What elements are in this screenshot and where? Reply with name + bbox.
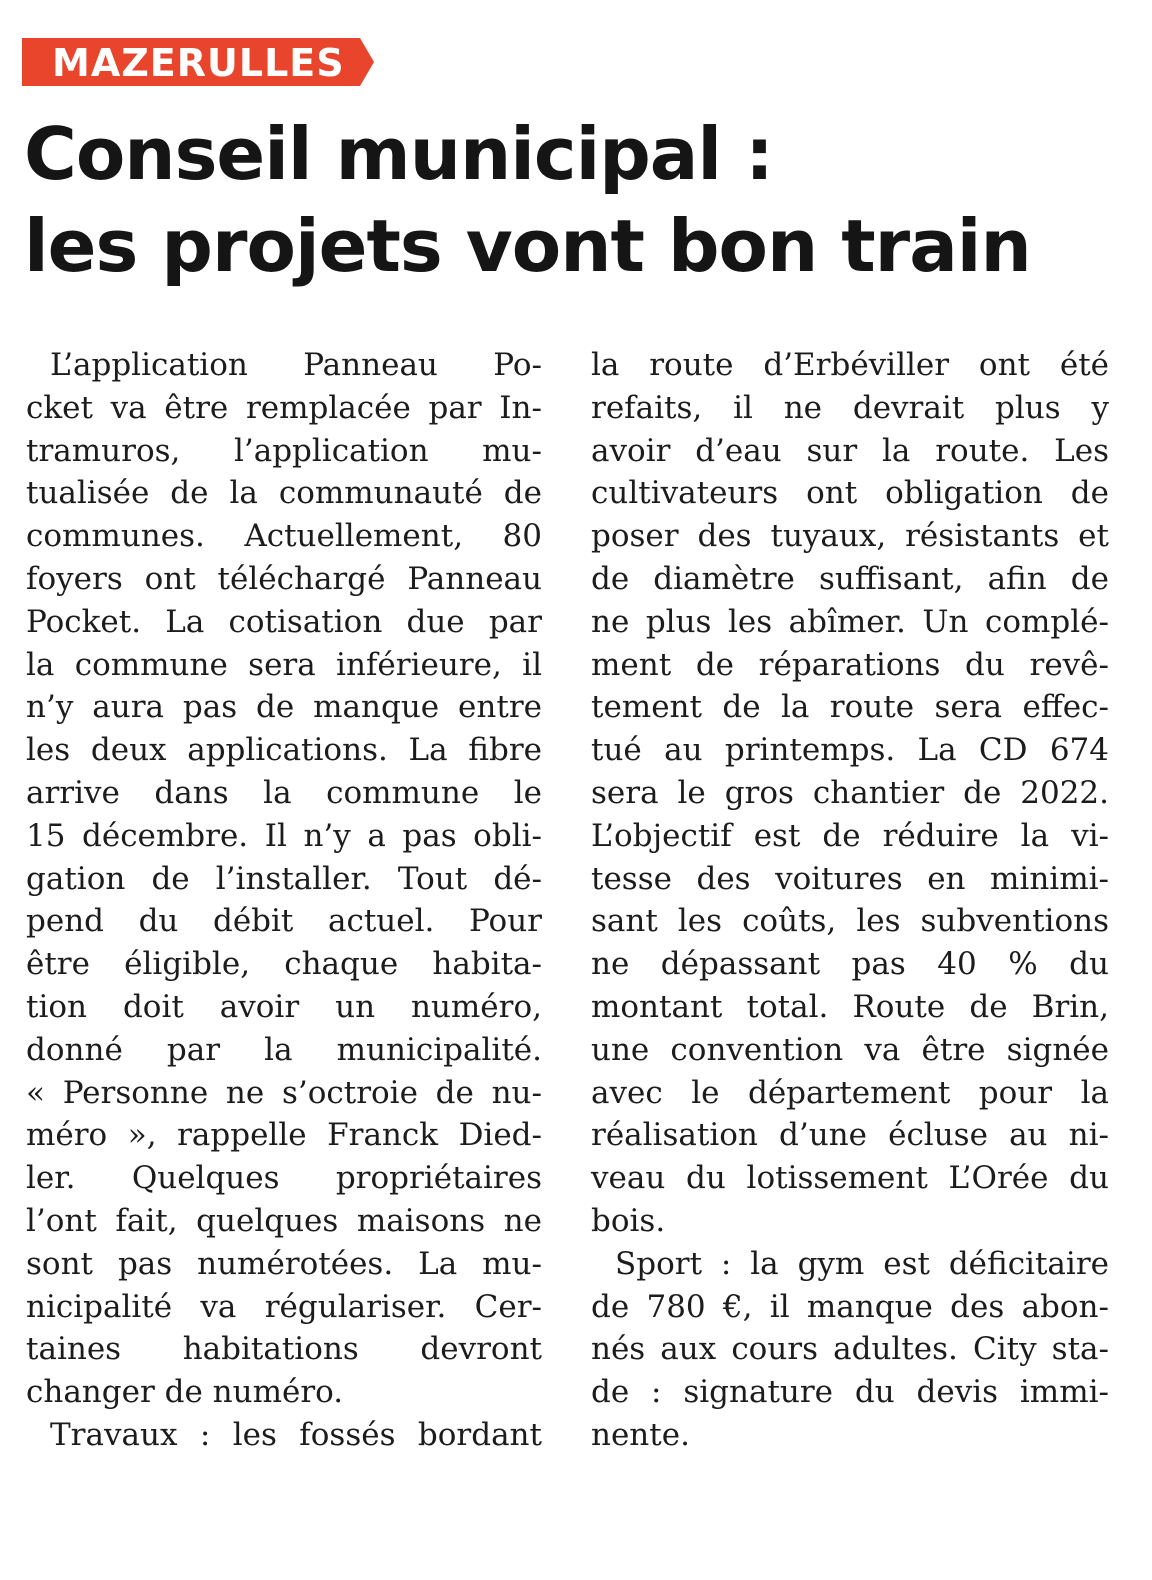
text-line: tesse des voitures en minimi-	[591, 860, 1109, 897]
text-line: gation de l’installer. Tout dé-	[26, 860, 542, 897]
text-line: tué au printemps. La CD 674	[591, 732, 1109, 769]
text-line: montant total. Route de Brin,	[591, 988, 1109, 1025]
text-line: ment de réparations du revê-	[591, 646, 1109, 683]
text-line: donné par la municipalité.	[26, 1031, 542, 1068]
text-line: Sport : la gym est déficitaire	[615, 1245, 1109, 1282]
text-line: bois.	[591, 1202, 666, 1239]
article-column-left	[26, 344, 542, 1457]
section-kicker	[22, 38, 374, 86]
text-line: la commune sera inférieure, il	[26, 646, 542, 683]
text-line: nés aux cours adultes. City sta-	[591, 1331, 1109, 1368]
text-line: arrive dans la commune le	[26, 774, 542, 811]
text-line: nente.	[591, 1416, 690, 1453]
text-line: communes. Actuellement, 80	[26, 518, 542, 555]
text-line: réalisation d’une écluse au ni-	[591, 1117, 1109, 1154]
text-line: de 780 €, il manque des abon-	[591, 1288, 1109, 1325]
text-line: sera le gros chantier de 2022.	[591, 774, 1109, 811]
headline-line-2: les projets vont bon train	[24, 204, 1031, 288]
text-line: ne plus les abîmer. Un complé-	[591, 603, 1109, 640]
article-column-right	[591, 344, 1109, 1457]
kicker-label: MAZERULLES	[52, 41, 345, 85]
headline	[24, 108, 1124, 292]
text-line: tualisée de la communauté de	[26, 475, 542, 512]
text-line: pend du débit actuel. Pour	[26, 903, 542, 940]
text-line: Pocket. La cotisation due par	[26, 603, 542, 640]
text-line: avec le département pour la	[591, 1074, 1109, 1111]
text-line: cultivateurs ont obligation de	[591, 475, 1109, 512]
text-line: ler. Quelques propriétaires	[26, 1160, 542, 1197]
text-line: cket va être remplacée par In-	[26, 389, 542, 426]
text-line: sont pas numérotées. La mu-	[26, 1245, 542, 1282]
text-line: nicipalité va régulariser. Cer-	[26, 1288, 542, 1325]
text-line: les deux applications. La fibre	[26, 732, 542, 769]
text-line: L’objectif est de réduire la vi-	[591, 817, 1109, 854]
text-line: Travaux : les fossés bordant	[50, 1416, 542, 1453]
text-line: être éligible, chaque habita-	[26, 946, 542, 983]
text-line: tion doit avoir un numéro,	[26, 988, 542, 1025]
text-line: L’application Panneau Po-	[50, 347, 542, 383]
text-line: n’y aura pas de manque entre	[26, 689, 542, 726]
text-line: 15 décembre. Il n’y a pas obli-	[26, 817, 542, 854]
text-line: tement de la route sera effec-	[591, 689, 1109, 726]
text-line: de : signature du devis immi-	[591, 1374, 1109, 1411]
text-line: ne dépassant pas 40 % du	[591, 946, 1109, 983]
text-line: méro », rappelle Franck Died-	[26, 1117, 542, 1154]
text-line: une convention va être signée	[591, 1031, 1109, 1068]
text-line: tramuros, l’application mu-	[26, 432, 542, 469]
text-line: taines habitations devront	[26, 1331, 542, 1368]
text-line: veau du lotissement L’Orée du	[591, 1160, 1109, 1197]
text-line: refaits, il ne devrait plus y	[591, 389, 1109, 426]
text-line: poser des tuyaux, résistants et	[591, 518, 1109, 555]
text-line: de diamètre suffisant, afin de	[591, 560, 1109, 597]
text-line: foyers ont téléchargé Panneau	[26, 560, 542, 597]
text-line: avoir d’eau sur la route. Les	[591, 432, 1109, 469]
text-line: l’ont fait, quelques maisons ne	[26, 1202, 542, 1239]
text-line: la route d’Erbéviller ont été	[591, 347, 1109, 383]
text-line: changer de numéro.	[26, 1374, 344, 1411]
text-line: sant les coûts, les subventions	[591, 903, 1109, 940]
text-line: « Personne ne s’octroie de nu-	[26, 1074, 542, 1111]
headline-line-1: Conseil municipal :	[24, 112, 773, 196]
